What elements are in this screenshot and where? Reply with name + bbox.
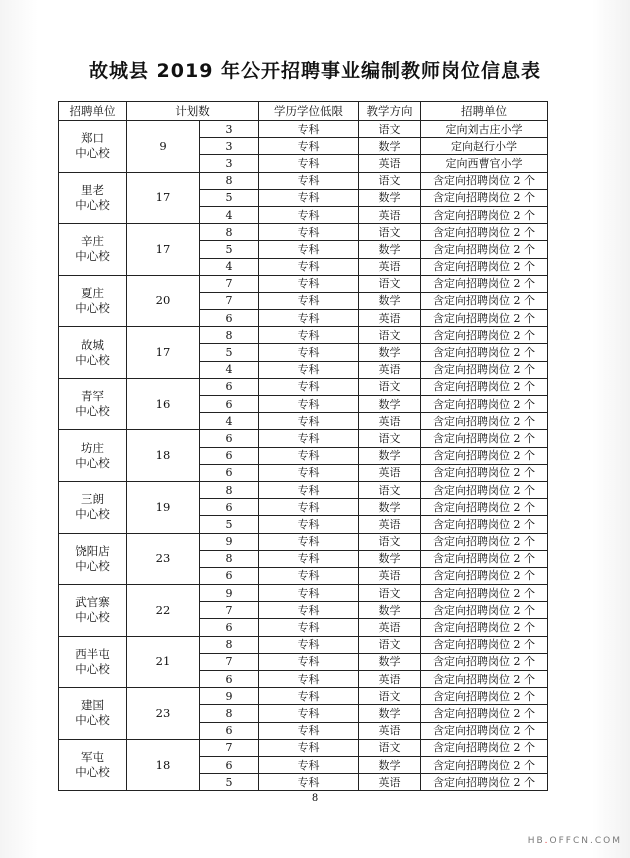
unit-name-line: 中心校 bbox=[75, 610, 110, 625]
plan-count-cell: 7 bbox=[200, 602, 259, 619]
post-note-cell: 含定向招聘岗位 2 个 bbox=[421, 292, 548, 309]
unit-name-line: 中心校 bbox=[75, 352, 110, 367]
subject-cell: 数学 bbox=[359, 756, 421, 773]
education-cell: 专科 bbox=[259, 739, 359, 756]
unit-total-cell: 9 bbox=[127, 121, 200, 173]
header-post: 招聘单位 bbox=[421, 102, 548, 121]
plan-count-cell: 6 bbox=[200, 567, 259, 584]
unit-name-line: 中心校 bbox=[75, 661, 110, 676]
subject-cell: 英语 bbox=[359, 310, 421, 327]
unit-name-cell bbox=[59, 327, 127, 379]
subject-cell: 数学 bbox=[359, 292, 421, 309]
post-note-cell: 含定向招聘岗位 2 个 bbox=[421, 172, 548, 189]
subject-cell: 数学 bbox=[359, 241, 421, 258]
plan-count-cell: 6 bbox=[200, 722, 259, 739]
post-note-cell: 含定向招聘岗位 2 个 bbox=[421, 344, 548, 361]
post-note-cell: 含定向招聘岗位 2 个 bbox=[421, 774, 548, 791]
post-note-cell: 含定向招聘岗位 2 个 bbox=[421, 310, 548, 327]
unit-name-line: 中心校 bbox=[75, 765, 110, 780]
post-note-cell: 含定向招聘岗位 2 个 bbox=[421, 258, 548, 275]
post-note-cell: 定向刘古庄小学 bbox=[421, 121, 548, 138]
table-row bbox=[59, 585, 548, 602]
post-note-cell: 含定向招聘岗位 2 个 bbox=[421, 447, 548, 464]
post-note-cell: 含定向招聘岗位 2 个 bbox=[421, 327, 548, 344]
education-cell: 专科 bbox=[259, 224, 359, 241]
table-body bbox=[59, 121, 548, 791]
education-cell: 专科 bbox=[259, 774, 359, 791]
post-note-cell: 含定向招聘岗位 2 个 bbox=[421, 653, 548, 670]
header-plan: 计划数 bbox=[127, 102, 259, 121]
plan-count-cell: 4 bbox=[200, 206, 259, 223]
plan-count-cell: 3 bbox=[200, 138, 259, 155]
unit-name-line: 郑口 bbox=[81, 131, 104, 146]
education-cell: 专科 bbox=[259, 413, 359, 430]
unit-name-line: 三朗 bbox=[81, 492, 104, 507]
table-row bbox=[59, 121, 548, 138]
education-cell: 专科 bbox=[259, 396, 359, 413]
unit-total-cell: 17 bbox=[127, 327, 200, 379]
plan-count-cell: 4 bbox=[200, 361, 259, 378]
subject-cell: 数学 bbox=[359, 396, 421, 413]
watermark-suffix: OFFCN.COM bbox=[549, 836, 622, 846]
unit-name-line: 辛庄 bbox=[81, 234, 104, 249]
plan-count-cell: 5 bbox=[200, 344, 259, 361]
plan-count-cell: 5 bbox=[200, 241, 259, 258]
plan-count-cell: 9 bbox=[200, 688, 259, 705]
page-title: 故城县 2019 年公开招聘事业编制教师岗位信息表 bbox=[88, 60, 542, 82]
unit-name-line: 坊庄 bbox=[81, 440, 104, 455]
unit-name-cell bbox=[59, 430, 127, 482]
education-cell: 专科 bbox=[259, 636, 359, 653]
education-cell: 专科 bbox=[259, 653, 359, 670]
subject-cell: 英语 bbox=[359, 516, 421, 533]
education-cell: 专科 bbox=[259, 155, 359, 172]
table-row bbox=[59, 172, 548, 189]
plan-count-cell: 9 bbox=[200, 585, 259, 602]
unit-name-line: 饶阳店 bbox=[75, 543, 110, 558]
subject-cell: 数学 bbox=[359, 189, 421, 206]
unit-total-cell: 21 bbox=[127, 636, 200, 688]
education-cell: 专科 bbox=[259, 602, 359, 619]
subject-cell: 英语 bbox=[359, 464, 421, 481]
education-cell: 专科 bbox=[259, 705, 359, 722]
post-note-cell: 含定向招聘岗位 2 个 bbox=[421, 464, 548, 481]
table-row bbox=[59, 327, 548, 344]
education-cell: 专科 bbox=[259, 567, 359, 584]
education-cell: 专科 bbox=[259, 447, 359, 464]
education-cell: 专科 bbox=[259, 671, 359, 688]
subject-cell: 英语 bbox=[359, 413, 421, 430]
plan-count-cell: 8 bbox=[200, 550, 259, 567]
post-note-cell: 含定向招聘岗位 2 个 bbox=[421, 619, 548, 636]
subject-cell: 英语 bbox=[359, 619, 421, 636]
plan-count-cell: 3 bbox=[200, 155, 259, 172]
subject-cell: 英语 bbox=[359, 567, 421, 584]
subject-cell: 语文 bbox=[359, 688, 421, 705]
post-note-cell: 含定向招聘岗位 2 个 bbox=[421, 739, 548, 756]
plan-count-cell: 4 bbox=[200, 258, 259, 275]
unit-total-cell: 19 bbox=[127, 481, 200, 533]
subject-cell: 语文 bbox=[359, 481, 421, 498]
subject-cell: 数学 bbox=[359, 602, 421, 619]
plan-count-cell: 6 bbox=[200, 499, 259, 516]
table-row bbox=[59, 275, 548, 292]
unit-name-cell bbox=[59, 533, 127, 585]
education-cell: 专科 bbox=[259, 499, 359, 516]
plan-count-cell: 6 bbox=[200, 464, 259, 481]
header-subject: 教学方向 bbox=[359, 102, 421, 121]
post-note-cell: 含定向招聘岗位 2 个 bbox=[421, 688, 548, 705]
post-note-cell: 含定向招聘岗位 2 个 bbox=[421, 396, 548, 413]
unit-name-line: 青罕 bbox=[81, 389, 104, 404]
table-row bbox=[59, 739, 548, 756]
plan-count-cell: 6 bbox=[200, 447, 259, 464]
post-note-cell: 含定向招聘岗位 2 个 bbox=[421, 722, 548, 739]
table-row bbox=[59, 688, 548, 705]
unit-total-cell: 22 bbox=[127, 585, 200, 637]
plan-count-cell: 8 bbox=[200, 636, 259, 653]
unit-total-cell: 18 bbox=[127, 430, 200, 482]
table-header-row bbox=[59, 102, 548, 121]
education-cell: 专科 bbox=[259, 464, 359, 481]
plan-count-cell: 6 bbox=[200, 619, 259, 636]
plan-count-cell: 6 bbox=[200, 396, 259, 413]
table-row bbox=[59, 378, 548, 395]
unit-name-line: 中心校 bbox=[75, 455, 110, 470]
education-cell: 专科 bbox=[259, 619, 359, 636]
unit-total-cell: 23 bbox=[127, 533, 200, 585]
subject-cell: 英语 bbox=[359, 258, 421, 275]
education-cell: 专科 bbox=[259, 361, 359, 378]
subject-cell: 数学 bbox=[359, 550, 421, 567]
post-note-cell: 含定向招聘岗位 2 个 bbox=[421, 756, 548, 773]
education-cell: 专科 bbox=[259, 310, 359, 327]
post-note-cell: 含定向招聘岗位 2 个 bbox=[421, 499, 548, 516]
header-education: 学历学位低限 bbox=[259, 102, 359, 121]
unit-name-cell bbox=[59, 481, 127, 533]
post-note-cell: 含定向招聘岗位 2 个 bbox=[421, 602, 548, 619]
post-note-cell: 含定向招聘岗位 2 个 bbox=[421, 585, 548, 602]
unit-name-line: 中心校 bbox=[75, 558, 110, 573]
education-cell: 专科 bbox=[259, 756, 359, 773]
post-note-cell: 含定向招聘岗位 2 个 bbox=[421, 481, 548, 498]
table-row bbox=[59, 533, 548, 550]
post-note-cell: 定向赵行小学 bbox=[421, 138, 548, 155]
unit-name-line: 中心校 bbox=[75, 249, 110, 264]
unit-name-line: 建国 bbox=[81, 698, 104, 713]
table-row bbox=[59, 481, 548, 498]
post-note-cell: 含定向招聘岗位 2 个 bbox=[421, 550, 548, 567]
unit-name-line: 西半屯 bbox=[75, 646, 110, 661]
subject-cell: 语文 bbox=[359, 636, 421, 653]
unit-name-cell bbox=[59, 121, 127, 173]
subject-cell: 英语 bbox=[359, 722, 421, 739]
unit-name-cell bbox=[59, 739, 127, 791]
plan-count-cell: 9 bbox=[200, 533, 259, 550]
education-cell: 专科 bbox=[259, 481, 359, 498]
subject-cell: 语文 bbox=[359, 224, 421, 241]
post-note-cell: 含定向招聘岗位 2 个 bbox=[421, 361, 548, 378]
unit-name-line: 中心校 bbox=[75, 146, 110, 161]
plan-count-cell: 8 bbox=[200, 481, 259, 498]
subject-cell: 语文 bbox=[359, 739, 421, 756]
subject-cell: 数学 bbox=[359, 499, 421, 516]
plan-count-cell: 3 bbox=[200, 121, 259, 138]
post-note-cell: 含定向招聘岗位 2 个 bbox=[421, 189, 548, 206]
post-note-cell: 含定向招聘岗位 2 个 bbox=[421, 567, 548, 584]
subject-cell: 语文 bbox=[359, 327, 421, 344]
subject-cell: 语文 bbox=[359, 172, 421, 189]
education-cell: 专科 bbox=[259, 189, 359, 206]
table-row bbox=[59, 430, 548, 447]
post-note-cell: 含定向招聘岗位 2 个 bbox=[421, 241, 548, 258]
post-note-cell: 含定向招聘岗位 2 个 bbox=[421, 413, 548, 430]
subject-cell: 英语 bbox=[359, 361, 421, 378]
education-cell: 专科 bbox=[259, 344, 359, 361]
subject-cell: 数学 bbox=[359, 705, 421, 722]
table-row bbox=[59, 636, 548, 653]
post-note-cell: 含定向招聘岗位 2 个 bbox=[421, 516, 548, 533]
unit-total-cell: 17 bbox=[127, 224, 200, 276]
subject-cell: 语文 bbox=[359, 430, 421, 447]
post-note-cell: 定向西曹官小学 bbox=[421, 155, 548, 172]
plan-count-cell: 7 bbox=[200, 275, 259, 292]
plan-count-cell: 6 bbox=[200, 310, 259, 327]
unit-name-line: 中心校 bbox=[75, 713, 110, 728]
unit-name-cell bbox=[59, 275, 127, 327]
plan-count-cell: 5 bbox=[200, 774, 259, 791]
subject-cell: 语文 bbox=[359, 378, 421, 395]
subject-cell: 数学 bbox=[359, 653, 421, 670]
education-cell: 专科 bbox=[259, 138, 359, 155]
post-note-cell: 含定向招聘岗位 2 个 bbox=[421, 671, 548, 688]
post-note-cell: 含定向招聘岗位 2 个 bbox=[421, 705, 548, 722]
education-cell: 专科 bbox=[259, 275, 359, 292]
plan-count-cell: 8 bbox=[200, 172, 259, 189]
post-note-cell: 含定向招聘岗位 2 个 bbox=[421, 636, 548, 653]
plan-count-cell: 8 bbox=[200, 327, 259, 344]
unit-name-cell bbox=[59, 585, 127, 637]
unit-name-line: 中心校 bbox=[75, 300, 110, 315]
unit-name-line: 夏庄 bbox=[81, 285, 104, 300]
post-note-cell: 含定向招聘岗位 2 个 bbox=[421, 378, 548, 395]
watermark-prefix: HB bbox=[527, 836, 545, 846]
post-note-cell: 含定向招聘岗位 2 个 bbox=[421, 224, 548, 241]
plan-count-cell: 5 bbox=[200, 516, 259, 533]
post-note-cell: 含定向招聘岗位 2 个 bbox=[421, 275, 548, 292]
education-cell: 专科 bbox=[259, 430, 359, 447]
subject-cell: 数学 bbox=[359, 138, 421, 155]
plan-count-cell: 8 bbox=[200, 224, 259, 241]
unit-name-cell bbox=[59, 378, 127, 430]
subject-cell: 英语 bbox=[359, 155, 421, 172]
unit-name-cell bbox=[59, 172, 127, 224]
table-row bbox=[59, 224, 548, 241]
position-table bbox=[58, 101, 548, 791]
header-unit: 招聘单位 bbox=[59, 102, 127, 121]
education-cell: 专科 bbox=[259, 292, 359, 309]
education-cell: 专科 bbox=[259, 206, 359, 223]
education-cell: 专科 bbox=[259, 258, 359, 275]
education-cell: 专科 bbox=[259, 722, 359, 739]
subject-cell: 数学 bbox=[359, 447, 421, 464]
subject-cell: 语文 bbox=[359, 533, 421, 550]
plan-count-cell: 4 bbox=[200, 413, 259, 430]
education-cell: 专科 bbox=[259, 378, 359, 395]
education-cell: 专科 bbox=[259, 121, 359, 138]
plan-count-cell: 6 bbox=[200, 671, 259, 688]
plan-count-cell: 6 bbox=[200, 756, 259, 773]
unit-total-cell: 18 bbox=[127, 739, 200, 791]
education-cell: 专科 bbox=[259, 585, 359, 602]
plan-count-cell: 6 bbox=[200, 378, 259, 395]
subject-cell: 英语 bbox=[359, 671, 421, 688]
subject-cell: 语文 bbox=[359, 121, 421, 138]
plan-count-cell: 8 bbox=[200, 705, 259, 722]
education-cell: 专科 bbox=[259, 550, 359, 567]
subject-cell: 英语 bbox=[359, 206, 421, 223]
watermark-dot: . bbox=[544, 836, 550, 846]
subject-cell: 语文 bbox=[359, 275, 421, 292]
watermark-logo bbox=[528, 836, 622, 846]
unit-total-cell: 16 bbox=[127, 378, 200, 430]
unit-name-line: 军屯 bbox=[81, 750, 104, 765]
unit-name-cell bbox=[59, 636, 127, 688]
unit-total-cell: 17 bbox=[127, 172, 200, 224]
plan-count-cell: 7 bbox=[200, 292, 259, 309]
education-cell: 专科 bbox=[259, 516, 359, 533]
page-number: 8 bbox=[311, 793, 319, 804]
unit-name-line: 里老 bbox=[81, 182, 104, 197]
unit-total-cell: 23 bbox=[127, 688, 200, 740]
unit-name-line: 武官寨 bbox=[75, 595, 110, 610]
unit-name-cell bbox=[59, 224, 127, 276]
post-note-cell: 含定向招聘岗位 2 个 bbox=[421, 533, 548, 550]
unit-name-line: 中心校 bbox=[75, 197, 110, 212]
subject-cell: 数学 bbox=[359, 344, 421, 361]
unit-name-line: 中心校 bbox=[75, 404, 110, 419]
unit-total-cell: 20 bbox=[127, 275, 200, 327]
plan-count-cell: 7 bbox=[200, 653, 259, 670]
post-note-cell: 含定向招聘岗位 2 个 bbox=[421, 430, 548, 447]
education-cell: 专科 bbox=[259, 241, 359, 258]
subject-cell: 英语 bbox=[359, 774, 421, 791]
unit-name-line: 故城 bbox=[81, 337, 104, 352]
unit-name-line: 中心校 bbox=[75, 507, 110, 522]
subject-cell: 语文 bbox=[359, 585, 421, 602]
plan-count-cell: 7 bbox=[200, 739, 259, 756]
unit-name-cell bbox=[59, 688, 127, 740]
education-cell: 专科 bbox=[259, 533, 359, 550]
post-note-cell: 含定向招聘岗位 2 个 bbox=[421, 206, 548, 223]
education-cell: 专科 bbox=[259, 172, 359, 189]
plan-count-cell: 6 bbox=[200, 430, 259, 447]
plan-count-cell: 5 bbox=[200, 189, 259, 206]
education-cell: 专科 bbox=[259, 688, 359, 705]
education-cell: 专科 bbox=[259, 327, 359, 344]
